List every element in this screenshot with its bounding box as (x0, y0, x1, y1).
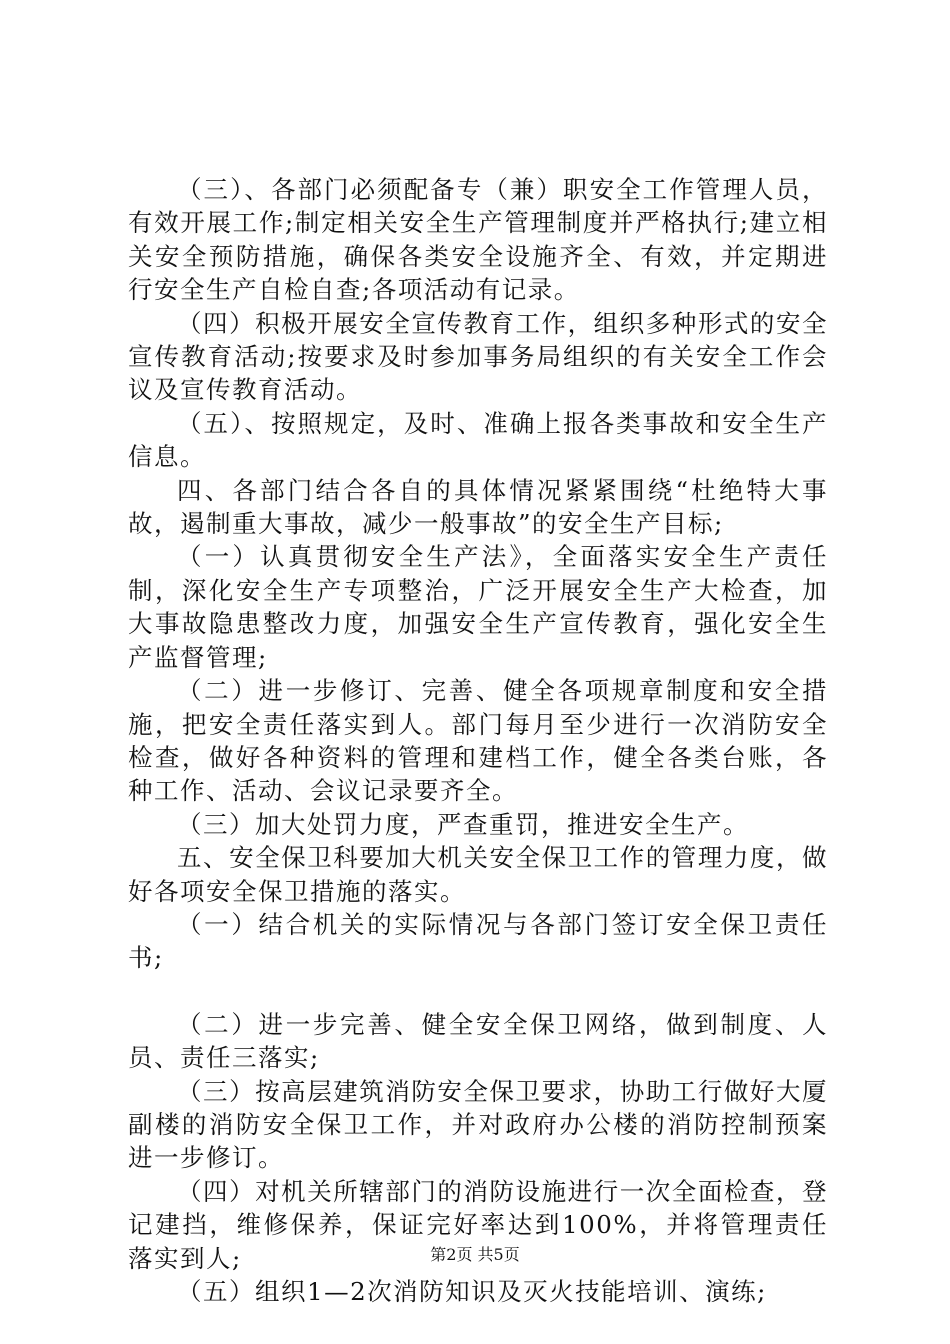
paragraph-fire-safety-building: （三）按高层建筑消防安全保卫要求，协助工行做好大厦副楼的消防安全保卫工作，并对政府办公楼的消防控制预案进一步修订。 (128, 1076, 828, 1173)
paragraph-fire-facility-inspection: （四）对机关所辖部门的消防设施进行一次全面检查，登记建挡，维修保养，保证完好率达到100%，并将管理责任落实到人; (128, 1176, 828, 1273)
paragraph-safety-staffing: （三）、各部门必须配备专（兼）职安全工作管理人员，有效开展工作;制定相关安全生产管理制度并严格执行;建立相关安全预防措施，确保各类安全设施齐全、有效，并定期进行安全生产自检自查;各项活动有记录。 (128, 175, 828, 305)
paragraph-security-network: （二）进一步完善、健全安全保卫网络，做到制度、人员、责任三落实; (128, 1009, 828, 1073)
paragraph-safety-education: （四）积极开展安全宣传教育工作，组织多种形式的安全宣传教育活动;按要求及时参加事务局组织的有关安全工作会议及宣传教育活动。 (128, 308, 828, 405)
paragraph-security-agreement: （一）结合机关的实际情况与各部门签订安全保卫责任书; (128, 909, 828, 973)
paragraph-fire-training: （五）组织1—2次消防知识及灭火技能培训、演练; (177, 1277, 767, 1306)
paragraph-section-five-heading: 五、安全保卫科要加大机关安全保卫工作的管理力度，做好各项安全保卫措施的落实。 (128, 843, 828, 906)
document-body (128, 173, 828, 1308)
paragraph-section-four-heading: 四、各部门结合各自的具体情况紧紧围绕“杜绝特大事故，遏制重大事故，减少一般事故”的安全生产目标; (128, 475, 828, 539)
paragraph-penalties: （三）加大处罚力度，严查重罚，推进安全生产。 (177, 809, 749, 839)
page-footer: 第2页 共5页 (430, 1245, 520, 1264)
paragraph-rules-revision: （二）进一步修订、完善、健全各项规章制度和安全措施，把安全责任落实到人。部门每月至少进行一次消防安全检查，做好各种资料的管理和建档工作，健全各类台账，各种工作、活动、会议记录要齐全。 (128, 676, 828, 806)
paragraph-safety-law: （一）认真贯彻安全生产法》，全面落实安全生产责任制，深化安全生产专项整治，广泛开展安全生产大检查，加大事故隐患整改力度，加强安全生产宣传教育，强化安全生产监督管理; (128, 542, 828, 672)
paragraph-accident-reporting: （五）、按照规定，及时、准确上报各类事故和安全生产信息。 (128, 408, 828, 472)
